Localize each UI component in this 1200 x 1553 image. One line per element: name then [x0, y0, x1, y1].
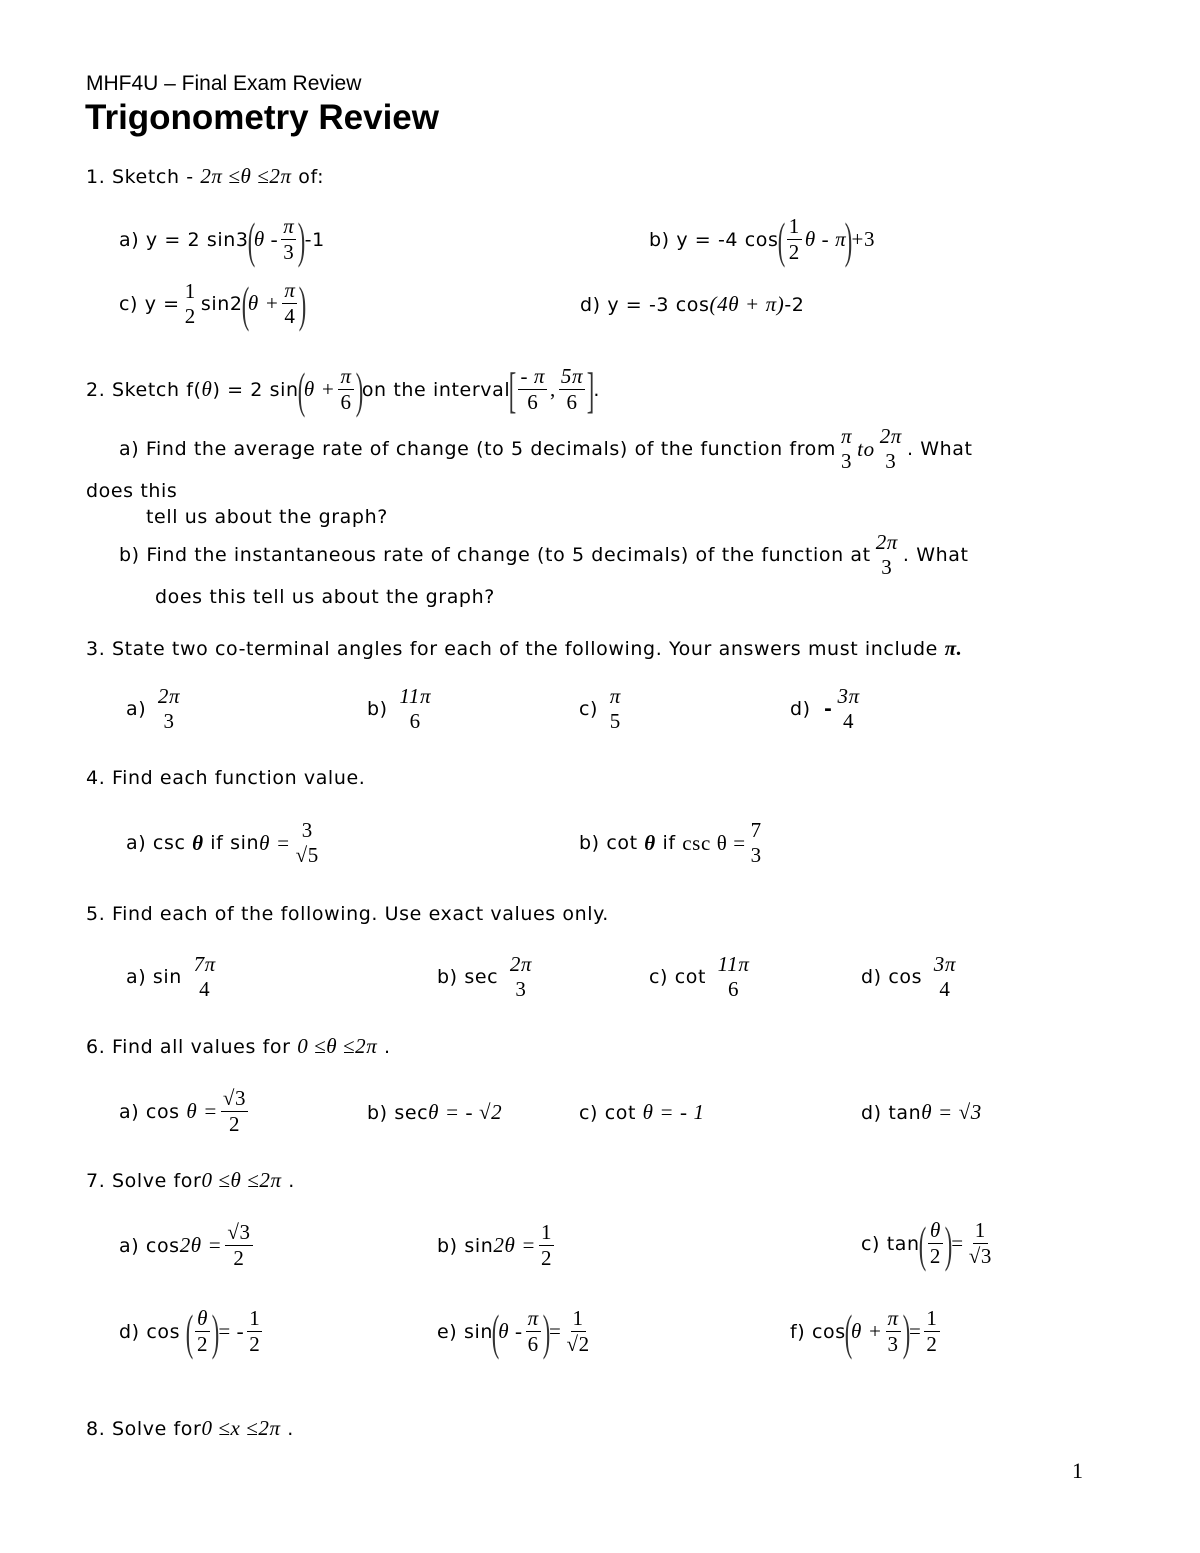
q7-number: 7. — [86, 1170, 106, 1192]
fraction: 11π 6 — [717, 952, 750, 1002]
inner-expression: θ - — [498, 1319, 523, 1344]
item-label: a) — [126, 832, 147, 855]
q4-number: 4. — [86, 767, 106, 789]
q2-a-line3: tell us about the graph? — [146, 506, 388, 528]
fraction: $\frac{\pi}{3}$ — [283, 214, 295, 265]
paren-left: ( — [185, 1303, 194, 1360]
q6-text: Find all values for — [111, 1036, 291, 1058]
equation: θ = — [259, 830, 291, 855]
q5-item-b — [437, 952, 537, 1002]
fraction: π 3 — [841, 424, 853, 474]
item-expression: y = -4 cos — [676, 228, 779, 251]
item-tail: -2 — [784, 293, 805, 316]
theta: θ — [192, 830, 204, 855]
function-name: sec — [464, 966, 499, 989]
fraction: 3 √5 — [295, 818, 319, 868]
q3-number: 3. — [86, 638, 106, 660]
equation: = — [908, 1319, 922, 1344]
q7-item-f — [790, 1303, 943, 1360]
equation: θ = √3 — [921, 1100, 982, 1124]
q1-number: 1. — [86, 166, 106, 188]
q4-item-a — [126, 818, 324, 868]
period: . — [288, 1170, 295, 1192]
question-1 — [86, 164, 324, 189]
fraction: 2π 3 — [879, 424, 902, 474]
fraction: $\frac{- \pi}{6}$ — [520, 364, 546, 415]
item-text-after: . What — [902, 544, 969, 567]
item-label: a) — [126, 966, 147, 989]
item-label: a) — [119, 1234, 140, 1257]
paren-left: ( — [491, 1303, 500, 1360]
item-label: c) — [649, 966, 669, 989]
question-6 — [86, 1034, 391, 1059]
fraction: $\frac{√3}{2}$ — [227, 1220, 251, 1271]
question-3 — [86, 636, 963, 661]
paren-right: ) — [355, 361, 364, 418]
function-name: cos — [888, 966, 923, 989]
q7-condition: 0 ≤θ ≤2π — [201, 1168, 282, 1192]
function-name: sin — [464, 1234, 494, 1257]
item-label: f) — [790, 1320, 806, 1343]
paren-right: ) — [844, 211, 853, 268]
course-header: MHF4U – Final Exam Review — [86, 72, 362, 95]
q2-interval-text: on the interval — [361, 378, 511, 401]
bracket-left: [ — [508, 361, 517, 418]
question-5 — [86, 903, 609, 925]
inner-expression: θ + — [303, 377, 336, 402]
fraction: 2π 3 — [157, 684, 181, 734]
q4-text: Find each function value. — [111, 767, 366, 789]
item-label: b) — [119, 544, 140, 567]
fraction: 7 3 — [750, 818, 762, 868]
q3-text: State two co-terminal angles for each of the following. Your answers must include — [111, 638, 938, 660]
function-name: csc — [152, 832, 186, 855]
fraction: $\frac{1}{2}$ — [788, 214, 800, 265]
item-label: a) — [126, 698, 147, 721]
paren-left: ( — [777, 211, 786, 268]
paren-right: ) — [902, 1303, 911, 1360]
item-label: b) — [579, 832, 600, 855]
fraction: $\frac{1}{2}$ — [926, 1306, 938, 1357]
function-name: tan — [888, 1102, 922, 1124]
item-label: a) — [119, 438, 140, 461]
q8-text: Solve for — [111, 1418, 202, 1440]
q6-item-c — [579, 1100, 705, 1125]
page-title: Trigonometry Review — [85, 98, 439, 137]
function-name: sin2 — [200, 292, 243, 315]
item-label: e) — [437, 1320, 458, 1343]
q5-item-c — [649, 952, 754, 1002]
item-text: Find the instantaneous rate of change (to 5 decimals) of the function at — [146, 544, 871, 567]
page-number: 1 — [1072, 1458, 1083, 1483]
q1-item-b — [649, 211, 876, 268]
q7-item-b — [437, 1220, 557, 1271]
function-name: cos — [811, 1320, 846, 1343]
q1-condition: 2π ≤θ ≤2π — [200, 164, 292, 188]
q6-item-a — [119, 1086, 251, 1137]
equation: 2θ = — [179, 1233, 223, 1258]
item-label: a) — [119, 1100, 140, 1123]
item-label: b) — [437, 1234, 458, 1257]
fraction: $\frac{1}{√3}$ — [968, 1218, 992, 1269]
function-name: cos — [146, 1320, 181, 1343]
item-label: d) — [119, 1320, 140, 1343]
fraction: $\frac{\theta}{2}$ — [929, 1218, 942, 1269]
paren-right: ) — [211, 1303, 220, 1360]
fraction: $\frac{5\pi}{6}$ — [560, 364, 584, 415]
q2-text-mid: ) = 2 sin — [212, 378, 299, 401]
function-name: cos — [145, 1100, 180, 1123]
fraction: $\frac{\pi}{3}$ — [887, 1306, 899, 1357]
q1-item-d — [580, 292, 804, 317]
fraction: 2π 3 — [875, 530, 898, 580]
fraction: 1 2 — [184, 278, 196, 328]
paren-left: ( — [241, 275, 250, 332]
item-label: c) — [861, 1232, 881, 1255]
period: . — [287, 1418, 294, 1440]
function-name: cot — [604, 1102, 637, 1124]
q6-condition: 0 ≤θ ≤2π — [297, 1034, 378, 1058]
q8-condition: 0 ≤x ≤2π — [201, 1416, 281, 1440]
fraction: $\frac{1}{√2}$ — [566, 1306, 590, 1357]
inner-expression: θ - — [253, 227, 279, 252]
comma: , — [550, 377, 556, 402]
paren-left: ( — [247, 211, 256, 268]
question-7 — [86, 1168, 295, 1193]
equation: 2θ = — [493, 1233, 536, 1258]
item-label: c) — [119, 292, 139, 315]
item-label: b) — [367, 1102, 388, 1124]
item-tail: +3 — [851, 227, 876, 252]
paren-left: ( — [297, 361, 306, 418]
fraction: 3π 4 — [837, 684, 860, 734]
q1-item-c — [119, 275, 308, 332]
fraction: $\frac{√3}{2}$ — [222, 1086, 247, 1137]
q3-item-c — [579, 684, 626, 734]
function-name: cot — [674, 966, 707, 989]
inner-expression: θ + — [247, 291, 280, 316]
item-label: d) — [861, 966, 882, 989]
fraction: 2π 3 — [509, 952, 533, 1002]
item-expression: y = -3 cos — [607, 293, 710, 316]
item-label: b) — [649, 228, 670, 251]
item-expression: y = 2 sin3 — [145, 228, 249, 251]
q2-variable: θ — [201, 377, 213, 402]
theta: θ — [644, 830, 656, 855]
q1-text: Sketch - — [111, 166, 194, 188]
q2-item-a — [119, 424, 973, 474]
function-name: cot — [606, 832, 638, 855]
q4-item-b — [579, 818, 767, 868]
q2-text: Sketch f( — [111, 378, 202, 401]
question-8 — [86, 1416, 294, 1441]
equation: = — [951, 1231, 964, 1256]
item-label: a) — [119, 228, 140, 251]
to-word: to — [857, 436, 875, 461]
item-text: if sin — [210, 832, 260, 855]
paren-right: ) — [944, 1215, 953, 1272]
paren-right: ) — [299, 275, 308, 332]
q8-number: 8. — [86, 1418, 106, 1440]
fraction: $\frac{\pi}{4}$ — [284, 278, 296, 329]
q6-item-b — [367, 1100, 502, 1125]
item-label: c) — [579, 698, 599, 721]
function-name: tan — [886, 1232, 920, 1255]
item-label: c) — [579, 1102, 599, 1124]
q2-number: 2. — [86, 378, 106, 401]
item-text: Find the average rate of change (to 5 decimals) of the function from — [145, 438, 837, 461]
q7-item-e — [437, 1303, 595, 1360]
equation: θ = - √2 — [428, 1100, 503, 1124]
equation: θ = — [186, 1099, 218, 1124]
function-name: sin — [463, 1320, 493, 1343]
fraction: $\frac{\theta}{2}$ — [197, 1306, 209, 1357]
q5-item-a — [126, 952, 221, 1002]
inner-expression: θ - π — [804, 227, 847, 252]
minus-sign: - — [823, 698, 833, 721]
item-label: b) — [367, 698, 388, 721]
item-label: d) — [580, 293, 601, 316]
item-expression: y = — [144, 292, 180, 315]
fraction: π 5 — [609, 684, 621, 734]
q7-text: Solve for — [111, 1170, 202, 1192]
inner-expression: θ + — [851, 1319, 883, 1344]
q5-number: 5. — [86, 903, 106, 925]
q7-item-d — [119, 1303, 265, 1360]
fraction: $\frac{1}{2}$ — [541, 1220, 553, 1271]
fraction: 3π 4 — [933, 952, 956, 1002]
equation: = — [549, 1319, 562, 1344]
q1-item-a — [119, 211, 325, 268]
q3-item-a — [126, 684, 185, 734]
fraction: $\frac{\pi}{6}$ — [527, 1306, 539, 1357]
item-label: b) — [437, 966, 458, 989]
pi-symbol: π. — [944, 636, 963, 660]
item-label: d) — [861, 1102, 882, 1124]
q7-item-a — [119, 1220, 256, 1271]
q6-number: 6. — [86, 1036, 106, 1058]
function-name: sin — [152, 966, 182, 989]
fraction: $\frac{\pi}{6}$ — [340, 364, 352, 415]
q3-item-b — [367, 684, 436, 734]
bracket-right: ] — [586, 361, 595, 418]
q2-b-line2: does this tell us about the graph? — [155, 586, 495, 608]
paren-left: ( — [844, 1303, 853, 1360]
item-label: d) — [790, 698, 811, 721]
q5-item-d — [861, 952, 961, 1002]
item-text-after: . What — [906, 438, 973, 461]
q2-a-line2: does this — [86, 480, 178, 502]
q3-item-d — [790, 684, 865, 734]
q5-text: Find each of the following. Use exact values only. — [111, 903, 609, 925]
question-4 — [86, 767, 365, 789]
function-name: cos — [145, 1234, 180, 1257]
fraction: $\frac{1}{2}$ — [249, 1306, 261, 1357]
paren-right: ) — [298, 211, 306, 268]
item-text: if — [662, 832, 676, 855]
inner-expression: (4θ + π) — [709, 292, 785, 316]
function-name: sec — [394, 1102, 429, 1124]
equation: csc θ = — [682, 830, 746, 855]
item-tail: -1 — [304, 228, 325, 251]
q3-items — [0, 684, 1200, 744]
equation: = - — [218, 1319, 245, 1344]
paren-right: ) — [542, 1303, 551, 1360]
q6-item-d — [861, 1100, 982, 1125]
equation: θ = - 1 — [642, 1100, 705, 1124]
q7-item-c — [861, 1215, 997, 1272]
q1-text-end: of: — [298, 166, 325, 188]
q2-item-b — [119, 530, 969, 580]
period: . — [593, 378, 601, 401]
question-2 — [86, 361, 601, 418]
fraction: 11π 6 — [399, 684, 432, 734]
fraction: 7π 4 — [193, 952, 216, 1002]
period: . — [384, 1036, 391, 1058]
paren-left: ( — [918, 1215, 927, 1272]
